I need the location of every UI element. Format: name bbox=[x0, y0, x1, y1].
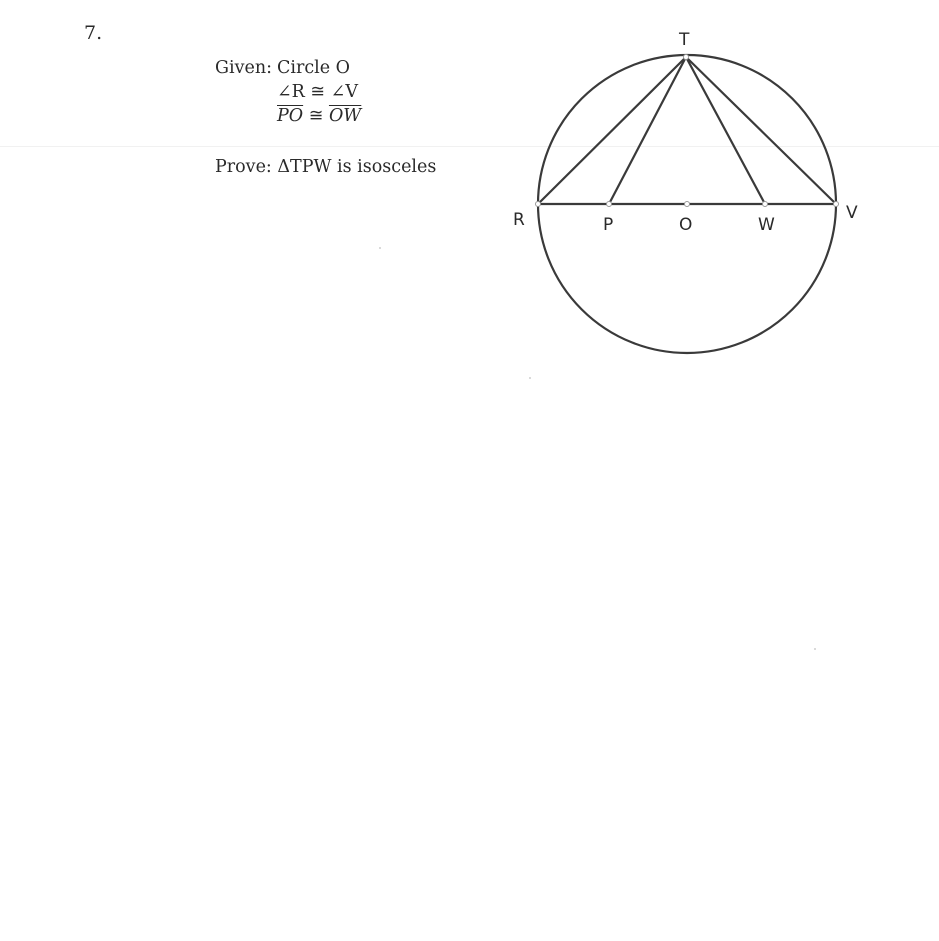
label-r: R bbox=[513, 210, 525, 230]
point-p-marker bbox=[607, 202, 612, 207]
label-v: V bbox=[846, 203, 858, 223]
scan-speck bbox=[529, 377, 531, 379]
point-r-marker bbox=[536, 202, 541, 207]
given-segment-right: $\overline{OW}$ bbox=[328, 106, 362, 126]
label-t: T bbox=[679, 30, 690, 50]
prove-statement: ΔTPW is isosceles bbox=[277, 157, 437, 177]
scan-speck bbox=[814, 648, 816, 650]
given-angle-right: ∠V bbox=[330, 82, 358, 102]
given-label: Given: bbox=[215, 58, 272, 78]
segment-tw bbox=[686, 57, 765, 204]
congruent-symbol: ≅ bbox=[310, 82, 326, 102]
point-t-marker bbox=[684, 55, 689, 60]
given-circle: Circle O bbox=[277, 58, 351, 78]
given-segment-left: $\overline{PO}$ bbox=[277, 106, 304, 126]
point-o-marker bbox=[685, 202, 690, 207]
segment-tp bbox=[609, 57, 686, 204]
segment-tv bbox=[686, 57, 836, 204]
label-o: O bbox=[679, 215, 693, 235]
prove-label: Prove: bbox=[215, 157, 272, 177]
label-w: W bbox=[758, 215, 775, 235]
scan-speck bbox=[379, 247, 381, 249]
given-angle-left: ∠R bbox=[277, 82, 305, 102]
question-number: 7. bbox=[84, 22, 103, 44]
congruent-symbol: ≅ bbox=[308, 106, 324, 126]
segment-tr bbox=[538, 57, 686, 204]
point-w-marker bbox=[763, 202, 768, 207]
label-p: P bbox=[603, 215, 614, 235]
point-v-marker bbox=[834, 202, 839, 207]
